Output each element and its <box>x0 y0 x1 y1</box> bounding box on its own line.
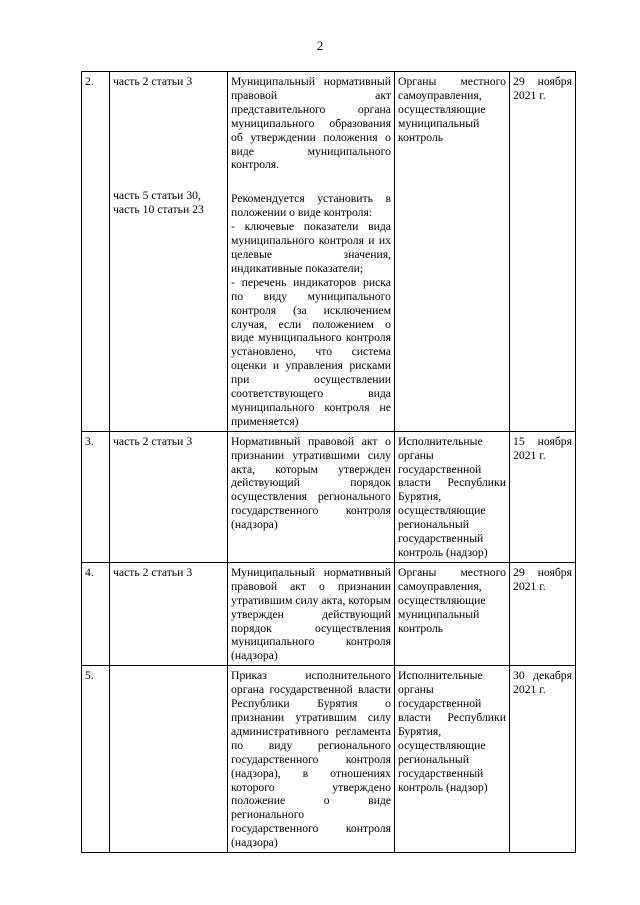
article-cell: часть 2 статьи 3 <box>110 431 228 562</box>
article-cell <box>110 666 228 853</box>
document-text: Муниципальный нормативный правовой акт представительного органа муниципального образования об утверждении положения о виде муниципального контроля. <box>231 75 391 172</box>
document-cell <box>228 72 395 432</box>
table-row <box>82 666 576 853</box>
date-cell: 15 ноября 2021 г. <box>510 431 576 562</box>
date-cell: 30 декабря 2021 г. <box>510 666 576 853</box>
document-note: Рекомендуется установить в положении о виде контроля: - ключевые показатели вида муниципального контроля и их целевые значения, индикативные показатели; - перечень индикаторов риска по виду муниципального контроля (за исключением случая, если положением о виде муниципального контроля установлено, что система оценки и управления рисками при осуществлении соответствующего вида муниципального контроля не применяется) <box>231 192 391 428</box>
article-ref-secondary: часть 5 статьи 30, часть 10 статьи 23 <box>113 188 204 216</box>
table-row <box>82 431 576 562</box>
organ-cell: Исполнительные органы государственной власти Республики Бурятия, осуществляющие региональный государственный контроль (надзор) <box>395 431 510 562</box>
organ-cell: Органы местного самоуправления, осуществляющие муниципальный контроль <box>395 562 510 665</box>
row-number: 2. <box>82 72 110 432</box>
date-cell: 29 ноября 2021 г. <box>510 562 576 665</box>
plan-table <box>81 71 576 853</box>
organ-cell: Органы местного самоуправления, осуществляющие муниципальный контроль <box>395 72 510 432</box>
document-cell: Приказ исполнительного органа государственной власти Республики Бурятия о признании утратившим силу административного регламента по виду регионального государственного контроля (надзора), в отношениях которого утверждено положение о виде регионального государственного контроля (надзора) <box>228 666 395 853</box>
document-cell: Муниципальный нормативный правовой акт о признании утратившим силу акта, которым утвержден действующий порядок осуществления муниципального контроля (надзора) <box>228 562 395 665</box>
organ-cell: Исполнительные органы государственной власти Республики Бурятия, осуществляющие региональный государственный контроль (надзор) <box>395 666 510 853</box>
row-number: 4. <box>82 562 110 665</box>
article-cell: часть 2 статьи 3 <box>110 562 228 665</box>
row-number: 3. <box>82 431 110 562</box>
article-ref: часть 2 статьи 3 <box>113 75 193 88</box>
row-number: 5. <box>82 666 110 853</box>
table-row <box>82 72 576 432</box>
table-row <box>82 562 576 665</box>
document-cell: Нормативный правовой акт о признании утратившими силу акта, которым утвержден действующий порядок осуществления регионального государственного контроля (надзора) <box>228 431 395 562</box>
page-number: 2 <box>316 38 324 53</box>
article-cell <box>110 72 228 432</box>
date-cell: 29 ноября 2021 г. <box>510 72 576 432</box>
